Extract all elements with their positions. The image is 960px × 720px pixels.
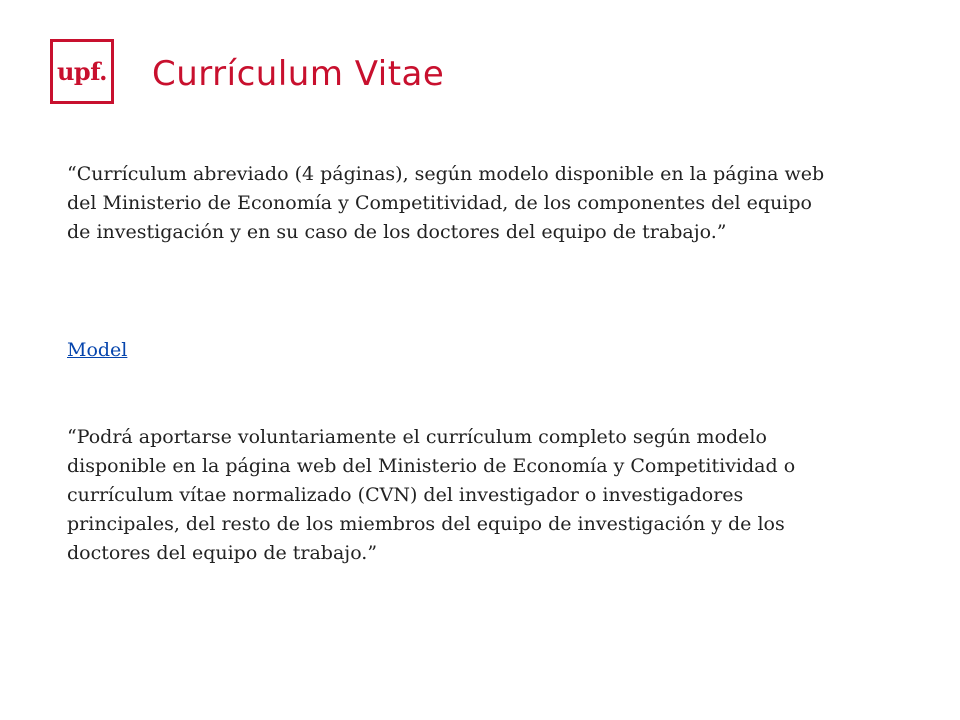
page-title: Currículum Vitae	[152, 54, 445, 94]
model-link[interactable]: Model	[67, 339, 128, 361]
paragraph-abbreviated-cv: “Currículum abreviado (4 páginas), según modelo disponible en la página web del Ministerio de Economía y Competitividad, de los componentes del equipo de investigación y en su caso de los doctores del equipo de trabajo.”	[67, 163, 825, 243]
paragraph-complete-cv: “Podrá aportarse voluntariamente el currículum completo según modelo disponible en la página web del Ministerio de Economía y Competitividad o currículum vítae normalizado (CVN) del investigador o investigadores principales, del resto de los miembros del equipo de investigación y de los doctores del equipo de trabajo.”	[67, 426, 796, 564]
logo-text: upf.	[56, 56, 108, 86]
upf-logo	[50, 39, 114, 104]
